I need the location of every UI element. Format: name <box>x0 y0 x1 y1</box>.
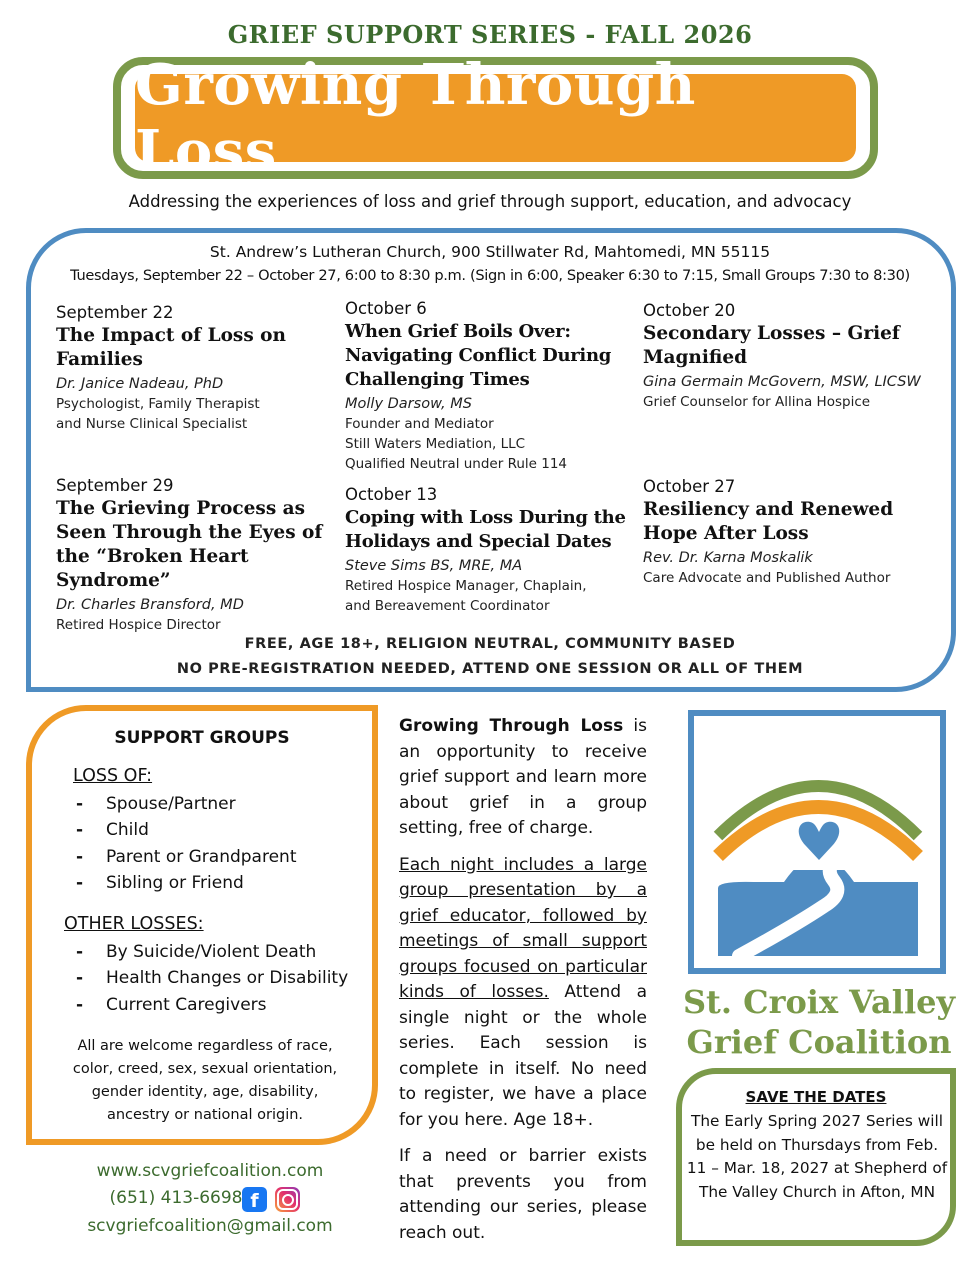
description-paragraph-3: If a need or barrier exists that prevents you from attending our series, please reach out. <box>399 1146 647 1243</box>
list-item: - Current Caregivers <box>76 994 267 1015</box>
session-date: October 6 <box>345 299 427 318</box>
social-icons <box>242 1187 300 1212</box>
speaker-role: Founder and Mediator <box>345 416 494 432</box>
organization-name: St. Croix Valley Grief Coalition <box>682 983 956 1061</box>
session-sep-22 <box>56 302 316 434</box>
free-notice-line-2: NO PRE-REGISTRATION NEEDED, ATTEND ONE SESSION OR ALL OF THEM <box>176 661 804 677</box>
bridge-heart-river-logo <box>694 716 940 968</box>
session-speaker: Steve Sims BS, MRE, MA <box>345 558 523 574</box>
description-paragraph-2: Each night includes a large group presentation by a grief educator, followed by meetings of small support groups focused on particular kinds of losses. Attend a single night or the whole series. Each session is complete in itself. No need to register, we have a place for you here. Age 18+. <box>399 854 647 1130</box>
free-notice-line-1: FREE, AGE 18+, RELIGION NEUTRAL, COMMUNITY BASED <box>244 636 736 652</box>
session-title: When Grief Boils Over: Navigating Conflict During Challenging Times <box>345 321 612 390</box>
loss-of-heading: LOSS OF: <box>73 766 153 786</box>
session-title: The Grieving Process as Seen Through the Eyes of the “Broken Heart Syndrome” <box>56 498 323 591</box>
session-speaker: Gina Germain McGovern, MSW, LICSW <box>643 374 921 390</box>
session-title: Secondary Losses – Grief Magnified <box>643 323 900 368</box>
support-groups-title: SUPPORT GROUPS <box>114 728 290 748</box>
program-description <box>399 714 647 1257</box>
speaker-role: Qualified Neutral under Rule 114 <box>345 456 568 472</box>
loss-of-list <box>76 791 297 896</box>
schedule-times: Tuesdays, September 22 – October 27, 6:00 to 8:30 p.m. (Sign in 6:00, Speaker 6:30 to 7:15, Small Groups 7:30 to 8:30) <box>70 267 910 284</box>
speaker-role: Retired Hospice Manager, Chaplain, <box>345 578 587 594</box>
session-date: October 27 <box>643 477 736 496</box>
series-title: GRIEF SUPPORT SERIES - FALL 2026 <box>227 20 753 49</box>
welcome-statement: All are welcome regardless of race, color, creed, sex, sexual orientation, gender identity, age, disability, ancestry or national origin. <box>72 1038 338 1123</box>
list-item: - Spouse/Partner <box>76 794 236 814</box>
session-date: October 13 <box>345 485 438 504</box>
speaker-role: Care Advocate and Published Author <box>643 570 891 586</box>
list-item: - By Suicide/Violent Death <box>76 942 317 962</box>
description-paragraph-1: Growing Through Loss is an opportunity to receive grief support and learn more about grief in a group setting, free of charge. <box>399 716 648 838</box>
tagline: Addressing the experiences of loss and grief through support, education, and advocacy <box>128 192 852 211</box>
session-oct-6 <box>345 298 630 474</box>
session-oct-20 <box>643 300 948 412</box>
coalition-logo <box>688 710 946 974</box>
session-title: The Impact of Loss on Families <box>56 325 286 370</box>
session-date: October 20 <box>643 301 736 320</box>
session-title: Coping with Loss During the Holidays and Special Dates <box>345 507 626 552</box>
title-banner <box>113 52 878 184</box>
session-date: September 29 <box>56 476 174 495</box>
list-item: - Sibling or Friend <box>76 872 244 893</box>
session-oct-13 <box>345 484 630 616</box>
session-speaker: Molly Darsow, MS <box>345 396 472 412</box>
list-item: - Child <box>76 820 149 841</box>
session-speaker: Dr. Janice Nadeau, PhD <box>56 376 224 392</box>
session-speaker: Rev. Dr. Karna Moskalik <box>643 550 813 566</box>
speaker-role: Retired Hospice Director <box>56 617 221 633</box>
other-losses-list <box>76 939 348 1018</box>
email-link[interactable]: scvgriefcoalition@gmail.com <box>87 1216 333 1236</box>
instagram-icon[interactable] <box>275 1187 300 1212</box>
save-the-dates-text: The Early Spring 2027 Series will be held on Thursdays from Feb. 11 – Mar. 18, 2027 at Shepherd of The Valley Church in Afton, MN <box>686 1112 948 1201</box>
session-date: September 22 <box>56 303 174 322</box>
session-title: Resiliency and Renewed Hope After Loss <box>643 499 894 544</box>
facebook-icon[interactable]: f <box>242 1187 267 1212</box>
list-item: - Parent or Grandparent <box>76 846 297 867</box>
website-link[interactable]: www.scvgriefcoalition.com <box>96 1161 324 1181</box>
speaker-role: Still Waters Mediation, LLC <box>345 436 526 452</box>
save-the-dates-title: SAVE THE DATES <box>745 1088 887 1106</box>
venue-address: St. Andrew’s Lutheran Church, 900 Stillwater Rd, Mahtomedi, MN 55115 <box>209 243 771 261</box>
speaker-role: and Nurse Clinical Specialist <box>56 416 248 432</box>
title-banner-inner <box>135 52 856 184</box>
other-losses-heading: OTHER LOSSES: <box>64 914 204 934</box>
speaker-role: Grief Counselor for Allina Hospice <box>643 394 871 410</box>
main-title: Growing Through Loss <box>135 52 696 184</box>
session-sep-29 <box>56 475 341 635</box>
list-item: - Health Changes or Disability <box>76 968 349 989</box>
speaker-role: and Bereavement Coordinator <box>345 598 550 614</box>
speaker-role: Psychologist, Family Therapist <box>56 396 260 412</box>
session-speaker: Dr. Charles Bransford, MD <box>56 597 244 613</box>
phone-number[interactable]: (651) 413-6698 <box>109 1188 243 1208</box>
session-oct-27 <box>643 476 948 588</box>
